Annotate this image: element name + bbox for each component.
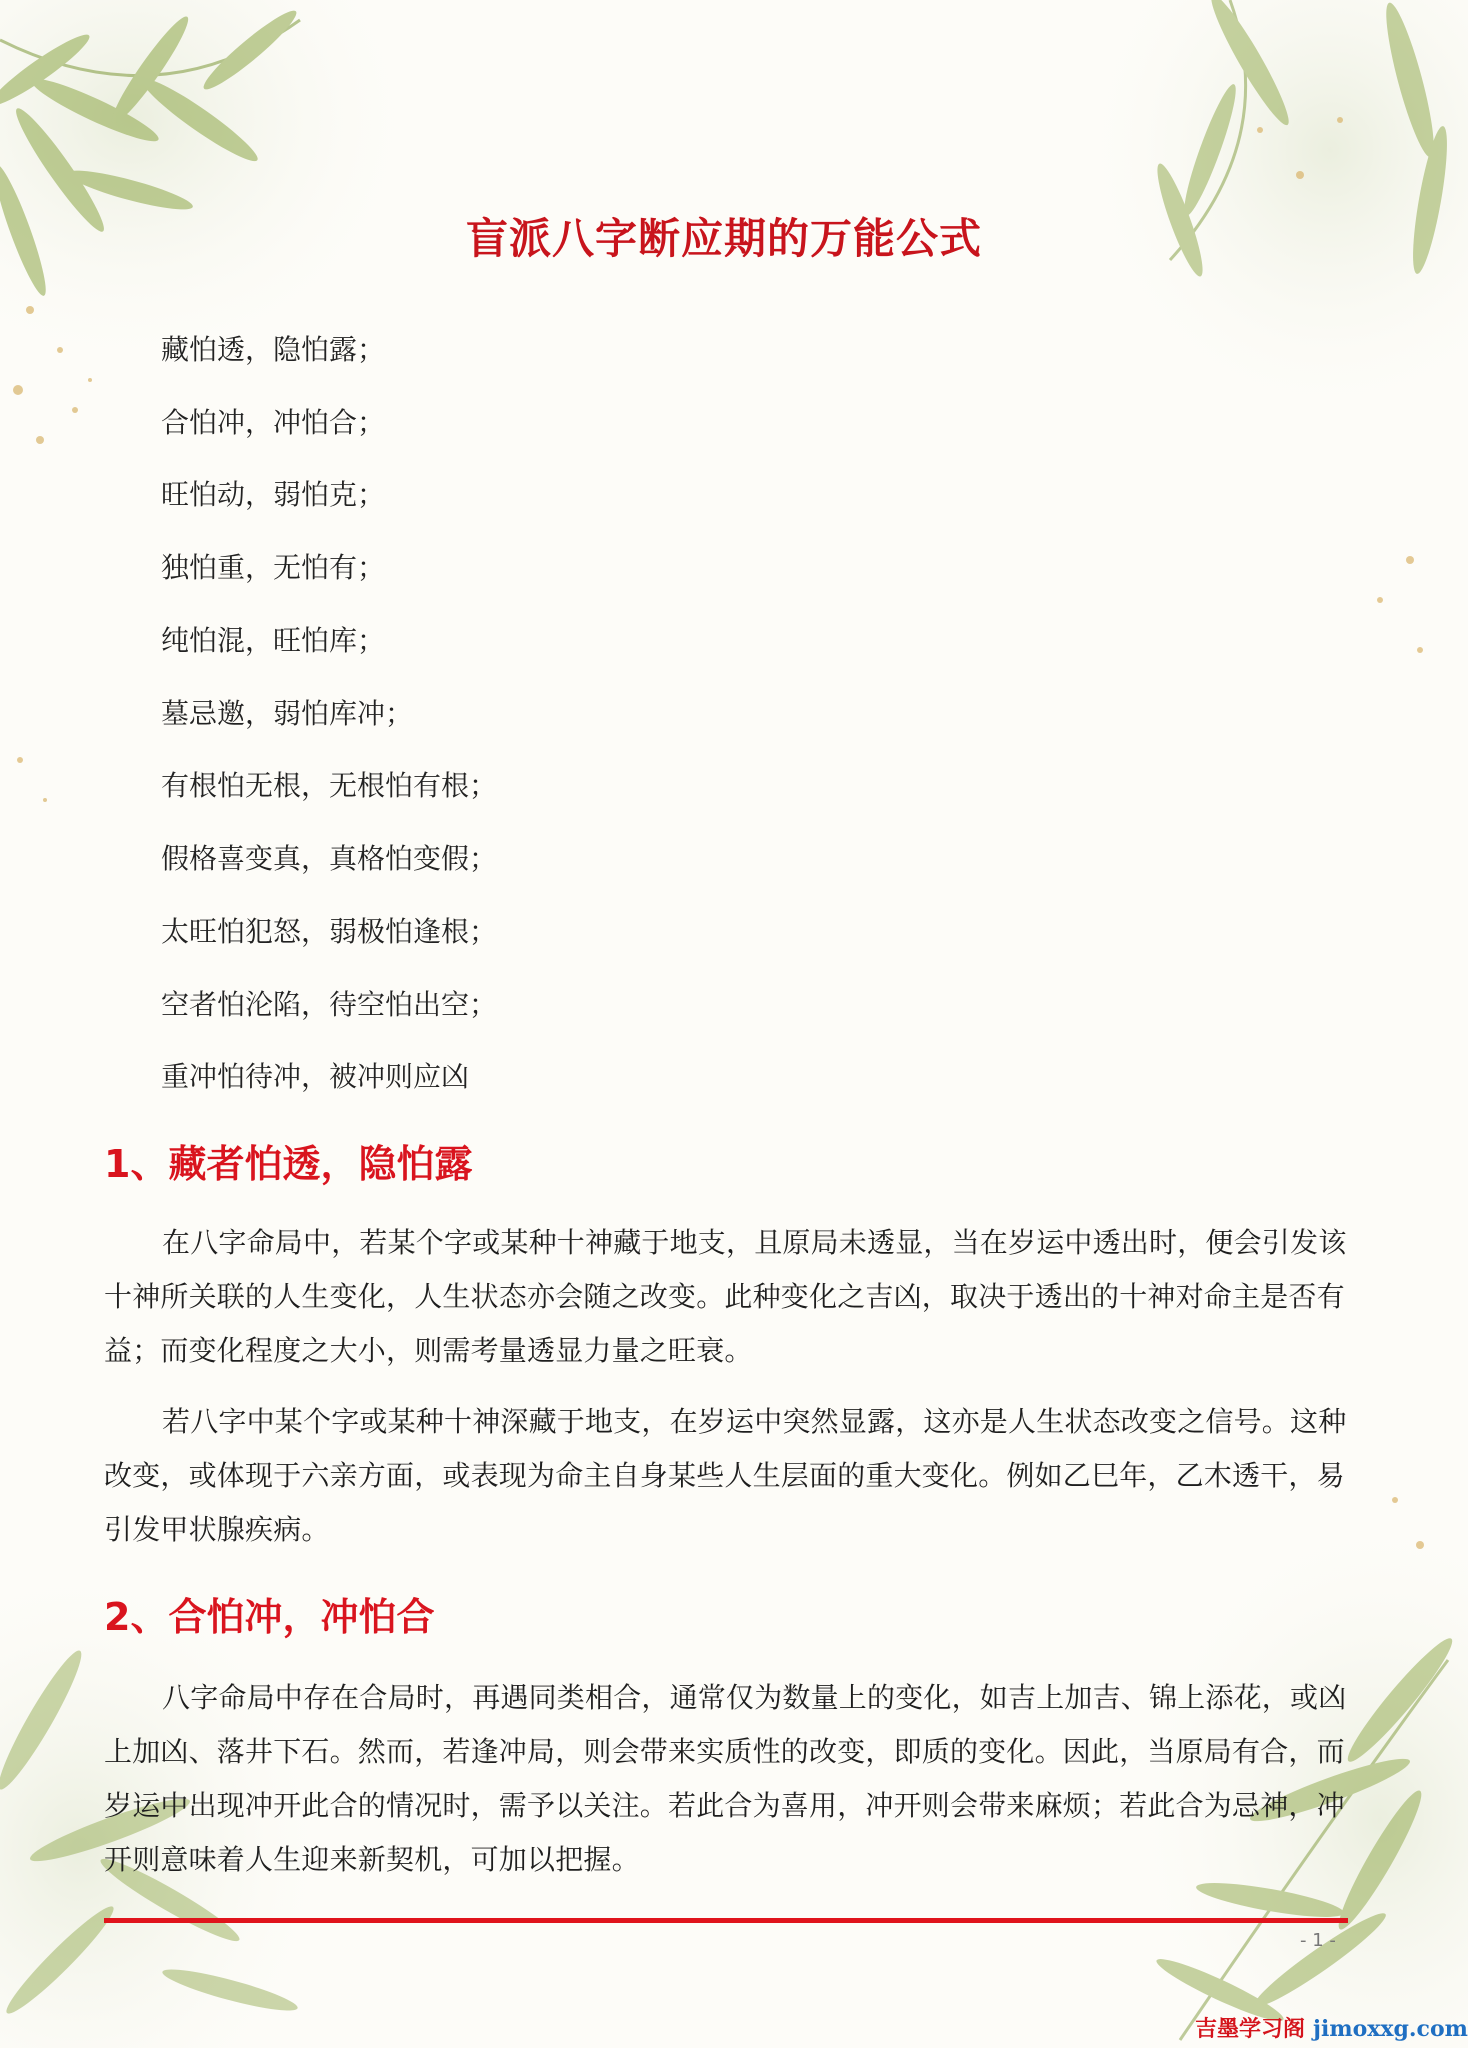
section-paragraph: 若八字中某个字或某种十神深藏于地支，在岁运中突然显露，这亦是人生状态改变之信号。这种改变，或体现于六亲方面，或表现为命主自身某些人生层面的重大变化。例如乙巳年，乙木透干，易引发甲状腺疾病。 (104, 1405, 1347, 1546)
section-heading: 2、合怕冲，冲怕合 (104, 1595, 435, 1639)
verse-line: 旺怕动，弱怕克； (161, 478, 386, 511)
section-paragraph: 在八字命局中，若某个字或某种十神藏于地支，且原局未透显，当在岁运中透出时，便会引发该十神所关联的人生变化，人生状态亦会随之改变。此种变化之吉凶，取决于透出的十神对命主是否有益；而变化程度之大小，则需考量透显力量之旺衰。 (104, 1226, 1347, 1367)
verse-line: 墓忌邀，弱怕库冲； (161, 697, 414, 730)
verse-line: 纯怕混，旺怕库； (161, 624, 386, 657)
document-title: 盲派八字断应期的万能公式 (465, 214, 982, 263)
verse-line: 独怕重，无怕有； (161, 551, 386, 584)
site-watermark (1195, 2012, 1468, 2043)
section-heading: 1、藏者怕透，隐怕露 (104, 1142, 473, 1186)
verse-line: 空者怕沦陷，待空怕出空； (161, 988, 498, 1021)
verse-line: 藏怕透，隐怕露； (161, 333, 386, 366)
page-number: - 1 - (1300, 1930, 1336, 1951)
watermark-name: 吉墨学习阁 (1195, 2017, 1306, 2042)
verse-line: 太旺怕犯怒，弱极怕逢根； (161, 915, 498, 948)
verse-line: 重冲怕待冲，被冲则应凶 (161, 1060, 470, 1093)
section-paragraph: 八字命局中存在合局时，再遇同类相合，通常仅为数量上的变化，如吉上加吉、锦上添花，或凶上加凶、落井下石。然而，若逢冲局，则会带来实质性的改变，即质的变化。因此，当原局有合，而岁运中出现冲开此合的情况时，需予以关注。若此合为喜用，冲开则会带来麻烦；若此合为忌神，冲开则意味着人生迎来新契机，可加以把握。 (104, 1681, 1347, 1876)
verse-line: 假格喜变真，真格怕变假； (161, 842, 498, 875)
verse-line: 有根怕无根，无根怕有根； (161, 769, 498, 802)
footer-rule (104, 1918, 1348, 1923)
verse-line: 合怕冲，冲怕合； (161, 406, 386, 439)
watermark-domain: jimoxxg.com (1313, 2016, 1468, 2042)
